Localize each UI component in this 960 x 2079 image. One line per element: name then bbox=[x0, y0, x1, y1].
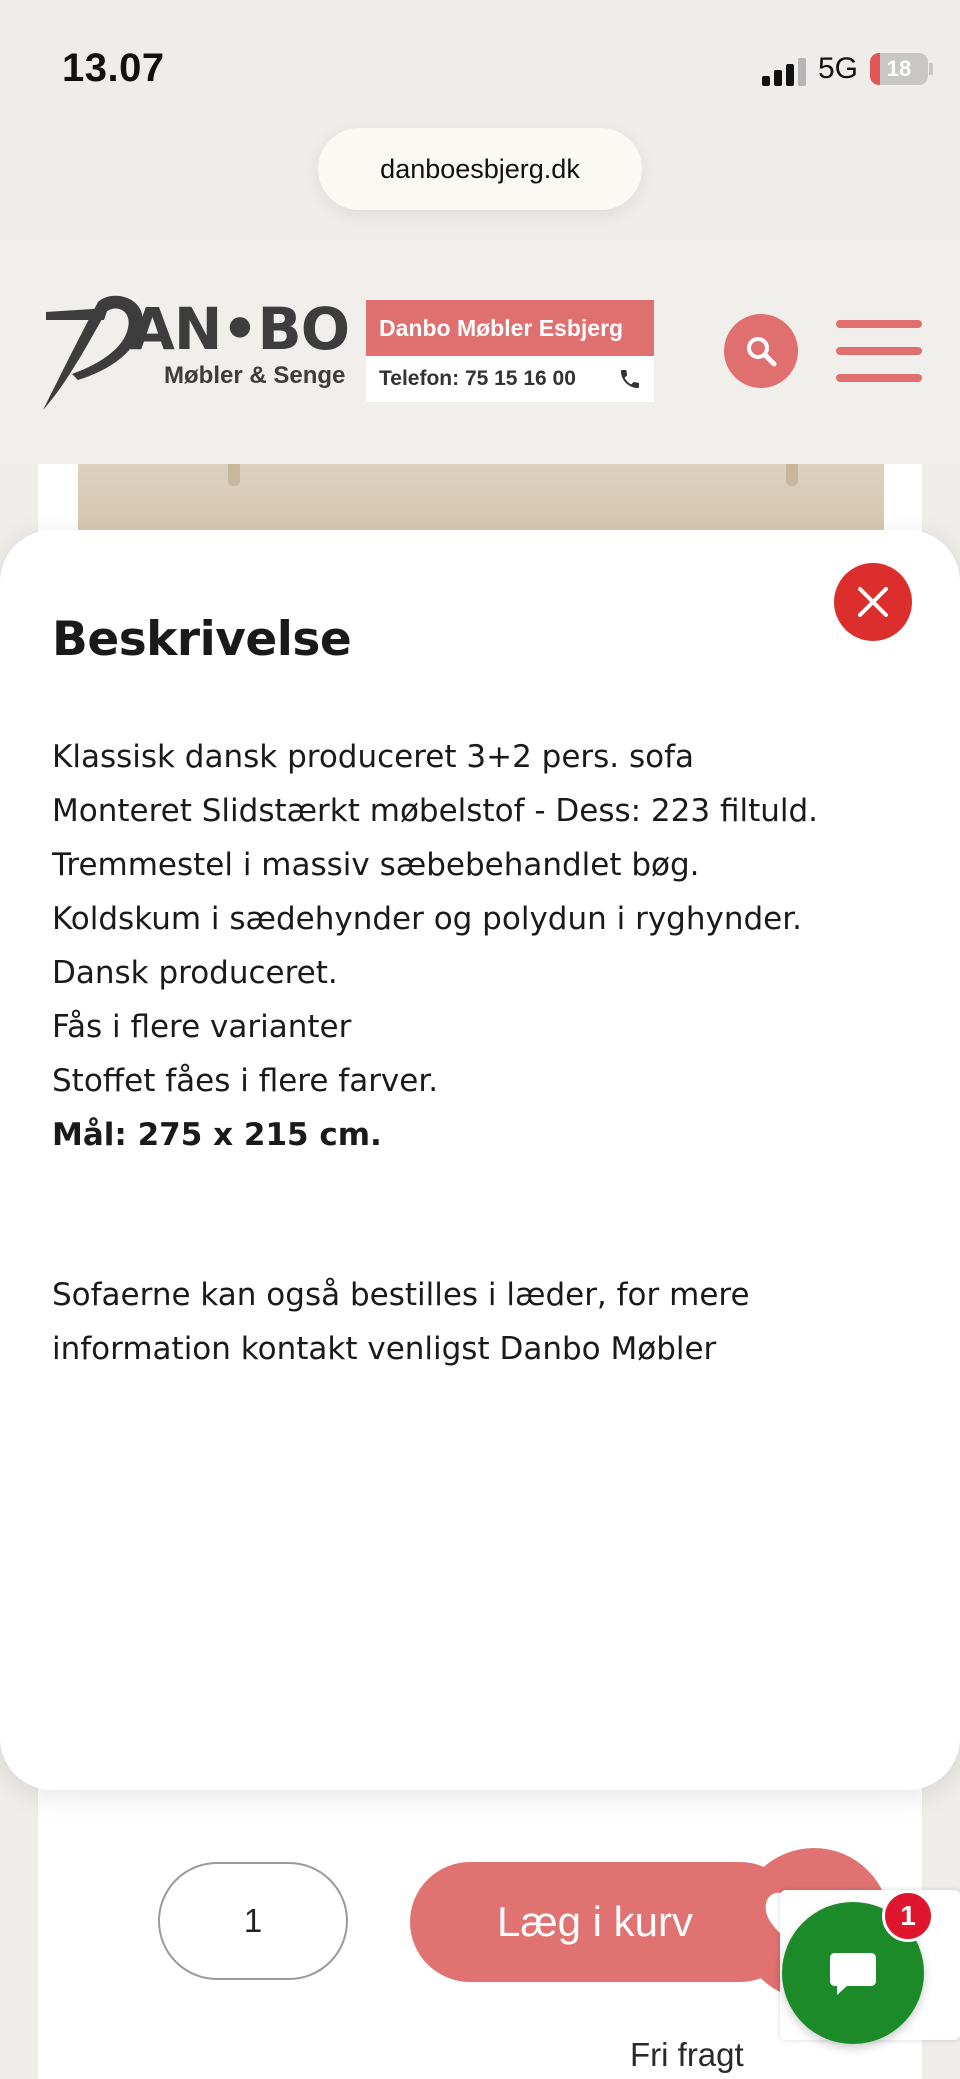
note-line: Sofaerne kan også bestilles i læder, for mere bbox=[52, 1277, 750, 1313]
modal-title: Beskrivelse bbox=[52, 612, 352, 667]
store-phone-label: Telefon: 75 15 16 00 bbox=[379, 367, 576, 390]
battery-tip bbox=[929, 63, 933, 75]
status-time: 13.07 bbox=[62, 46, 165, 90]
chat-badge: 1 bbox=[882, 1890, 934, 1942]
store-name: Danbo Møbler Esbjerg bbox=[366, 300, 654, 356]
close-button[interactable] bbox=[834, 563, 912, 641]
sofa-leg bbox=[786, 464, 798, 486]
sofa-leg bbox=[228, 464, 240, 486]
site-logo[interactable] bbox=[38, 290, 358, 415]
phone-icon bbox=[618, 367, 642, 391]
menu-button[interactable] bbox=[836, 318, 922, 384]
url-bar[interactable]: danboesbjerg.dk bbox=[318, 128, 642, 210]
note-line: information kontakt venligst Danbo Møbler bbox=[52, 1331, 717, 1367]
signal-icon bbox=[762, 58, 806, 86]
battery-level: 18 bbox=[886, 56, 912, 81]
description-line: Fås i flere varianter bbox=[52, 1009, 352, 1045]
quantity-input[interactable]: 1 bbox=[158, 1862, 348, 1980]
measurement-line: Mål: 275 x 215 cm. bbox=[52, 1117, 382, 1153]
description-line: Monteret Slidstærkt møbelstof - Dess: 223 filtuld. bbox=[52, 793, 819, 829]
description-line: Tremmestel i massiv sæbebehandlet bøg. bbox=[52, 847, 700, 883]
menu-icon bbox=[836, 320, 922, 328]
add-to-cart-button[interactable]: Læg i kurv bbox=[410, 1862, 800, 1982]
logo-wordmark: AN•BO bbox=[130, 295, 350, 363]
search-button[interactable] bbox=[724, 314, 798, 388]
logo-subtitle: Møbler & Senge bbox=[164, 362, 346, 389]
close-icon bbox=[856, 585, 890, 619]
description-line: Klassisk dansk produceret 3+2 pers. sofa bbox=[52, 739, 695, 775]
description-line: Dansk produceret. bbox=[52, 955, 338, 991]
description-line: Stoffet fåes i flere farver. bbox=[52, 1063, 439, 1099]
description-line: Koldskum i sædehynder og polydun i ryghynder. bbox=[52, 901, 802, 937]
free-shipping-label: Fri fragt bbox=[630, 2036, 744, 2073]
product-image bbox=[78, 464, 884, 530]
battery-icon bbox=[870, 53, 928, 85]
search-icon bbox=[744, 334, 778, 368]
store-info[interactable] bbox=[366, 300, 654, 402]
status-bar bbox=[0, 0, 960, 130]
chat-icon bbox=[825, 1945, 881, 2001]
network-label: 5G bbox=[818, 52, 859, 85]
store-phone[interactable] bbox=[366, 356, 654, 402]
